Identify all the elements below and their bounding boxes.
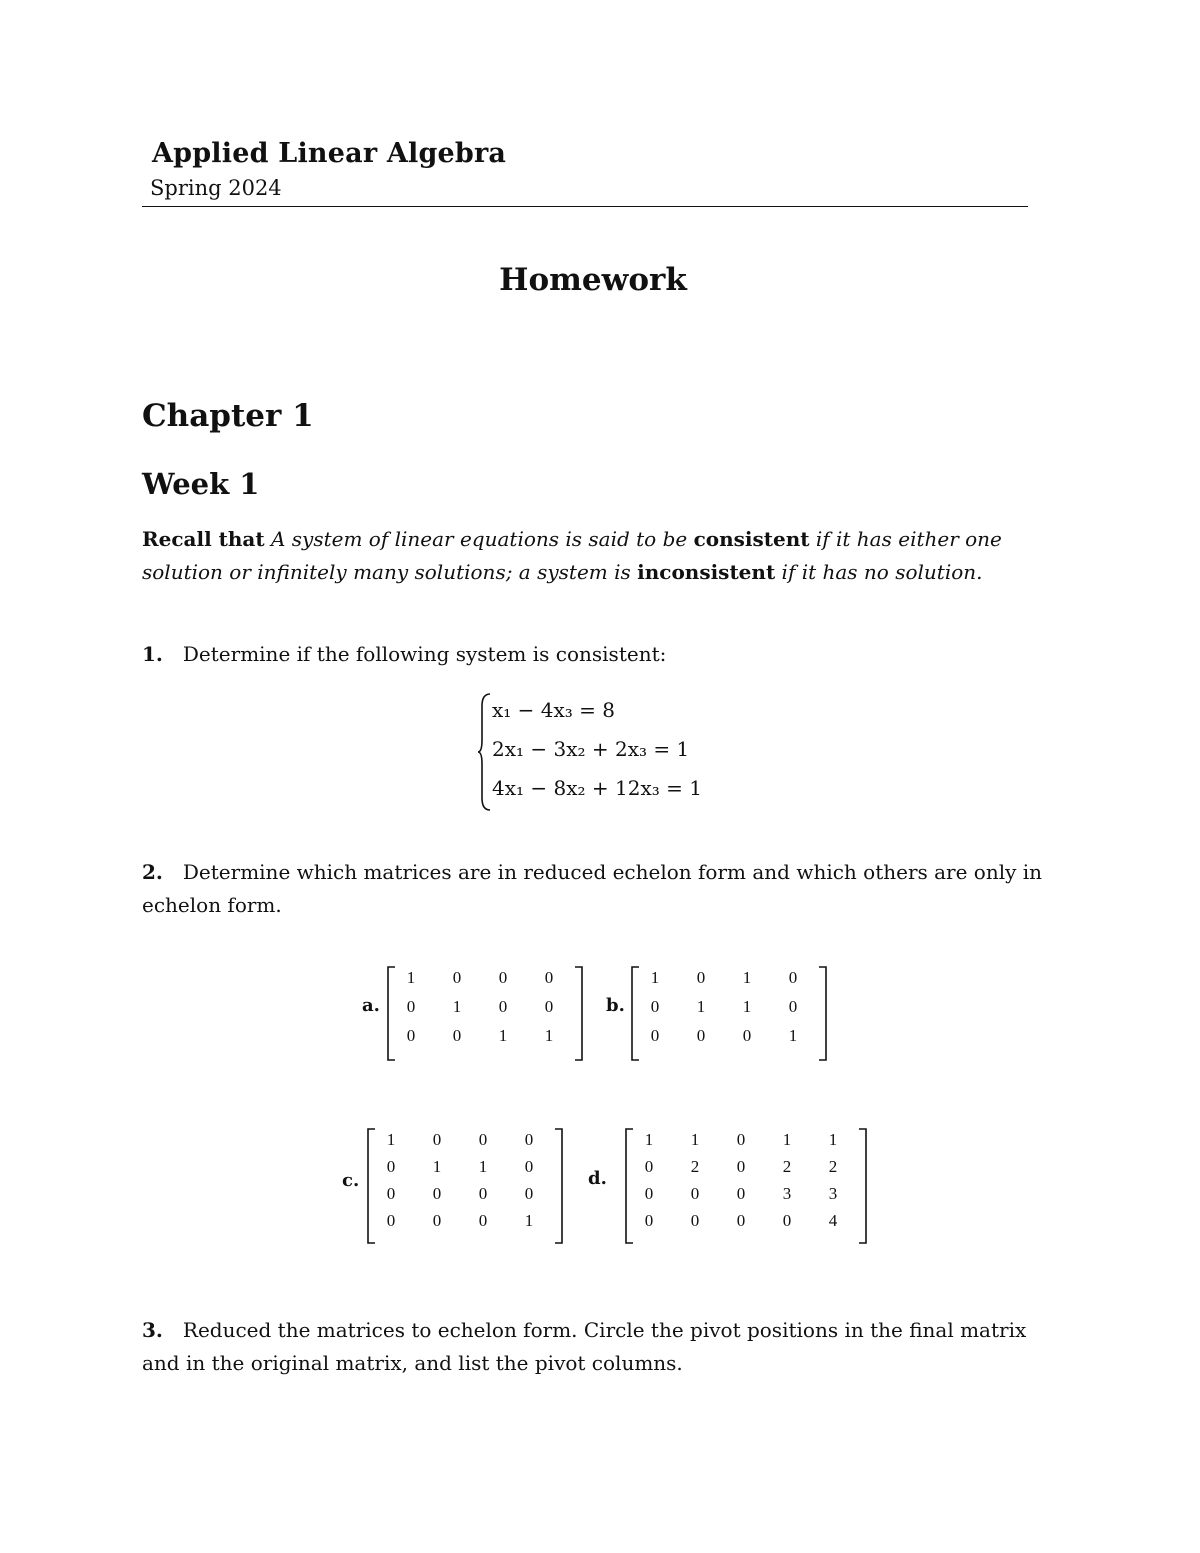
matrix-cell: 3	[828, 1184, 838, 1203]
problem-number: 3.	[142, 1318, 163, 1342]
matrix-cell: 0	[696, 1026, 706, 1045]
recall-text-1: A system of linear equations is said to be	[264, 527, 694, 551]
matrix-cell: 0	[386, 1157, 396, 1176]
matrix-cell: 0	[736, 1184, 746, 1203]
matrix-label: b.	[606, 995, 625, 1016]
matrix-cell: 1	[742, 968, 752, 987]
matrix-cell: 1	[452, 997, 462, 1016]
matrix-cell: 0	[742, 1026, 752, 1045]
matrix-cell: 0	[788, 997, 798, 1016]
matrix-cell: 1	[696, 997, 706, 1016]
matrix-cell: 0	[478, 1211, 488, 1230]
matrix-cell: 0	[478, 1130, 488, 1149]
problem-number: 2.	[142, 860, 163, 884]
matrix-cell: 0	[544, 997, 554, 1016]
course-term: Spring 2024	[150, 176, 282, 200]
matrix-cell: 0	[498, 997, 508, 1016]
matrix-cell: 0	[544, 968, 554, 987]
matrix-label: c.	[342, 1170, 360, 1191]
recall-paragraph	[142, 523, 1062, 589]
left-brace-icon	[478, 692, 492, 812]
week-heading: Week 1	[142, 467, 260, 501]
matrix-cell: 0	[690, 1184, 700, 1203]
matrix-cell: 0	[736, 1211, 746, 1230]
problem-text: Determine which matrices are in reduced echelon form and which others are only in echelon form.	[142, 860, 1043, 917]
recall-consistent: consistent	[693, 527, 810, 551]
recall-lead: Recall that	[142, 527, 265, 551]
problem-3	[142, 1314, 1062, 1380]
matrix-cell: 0	[644, 1211, 654, 1230]
matrix-cell: 0	[432, 1130, 442, 1149]
matrix-cell: 1	[498, 1026, 508, 1045]
matrix-cell: 0	[736, 1130, 746, 1149]
matrix-cell: 1	[742, 997, 752, 1016]
problem-1	[142, 638, 1062, 671]
matrix-cell: 0	[782, 1211, 792, 1230]
matrix-cell: 4	[828, 1211, 838, 1230]
matrix-cell: 0	[524, 1184, 534, 1203]
matrix-cell: 0	[524, 1130, 534, 1149]
recall-text-3: if it has no solution.	[775, 560, 983, 584]
matrix-cell: 1	[544, 1026, 554, 1045]
matrix-cell: 1	[406, 968, 416, 987]
course-title: Applied Linear Algebra	[152, 138, 507, 169]
header-rule	[142, 206, 1028, 207]
matrix-cell: 0	[406, 997, 416, 1016]
equation-1: x₁ − 4x₃ = 8	[492, 698, 615, 722]
equation-2: 2x₁ − 3x₂ + 2x₃ = 1	[492, 737, 690, 761]
equation-3: 4x₁ − 8x₂ + 12x₃ = 1	[492, 776, 702, 800]
matrix-cell: 1	[690, 1130, 700, 1149]
matrix-label: d.	[588, 1168, 607, 1189]
matrix-cell: 1	[524, 1211, 534, 1230]
matrix-cell: 0	[650, 997, 660, 1016]
matrix-cell: 0	[644, 1157, 654, 1176]
page-title: Homework	[499, 262, 687, 298]
recall-inconsistent: inconsistent	[637, 560, 776, 584]
matrix-cell: 1	[644, 1130, 654, 1149]
recall-text-2: if it has either one solution or infinitely many solutions; a system is	[142, 527, 1002, 584]
matrix-cell: 0	[452, 1026, 462, 1045]
matrix-cell: 0	[432, 1211, 442, 1230]
matrix-cell: 0	[478, 1184, 488, 1203]
matrix-cell: 0	[386, 1211, 396, 1230]
matrix-cell: 2	[782, 1157, 792, 1176]
matrix-cell: 2	[690, 1157, 700, 1176]
problem-text: Determine if the following system is consistent:	[182, 642, 667, 666]
matrix-cell: 1	[828, 1130, 838, 1149]
chapter-heading: Chapter 1	[142, 398, 314, 434]
matrix-cell: 1	[478, 1157, 488, 1176]
matrix-cell: 0	[696, 968, 706, 987]
matrix-label: a.	[362, 995, 380, 1016]
matrix-cell: 0	[386, 1184, 396, 1203]
matrix-cell: 0	[690, 1211, 700, 1230]
matrix-cell: 1	[788, 1026, 798, 1045]
matrix-cell: 0	[498, 968, 508, 987]
matrix-cell: 0	[432, 1184, 442, 1203]
problem-text: Reduced the matrices to echelon form. Circle the pivot positions in the final matrix and in the original matrix, and list the pivot columns.	[142, 1318, 1027, 1375]
matrix-cell: 0	[788, 968, 798, 987]
matrix-cell: 0	[452, 968, 462, 987]
matrix-cell: 3	[782, 1184, 792, 1203]
matrix-cell: 0	[650, 1026, 660, 1045]
matrix-cell: 1	[432, 1157, 442, 1176]
matrix-cell: 1	[650, 968, 660, 987]
matrix-cell: 1	[782, 1130, 792, 1149]
matrix-cell: 0	[406, 1026, 416, 1045]
matrix-cell: 0	[524, 1157, 534, 1176]
matrix-cell: 2	[828, 1157, 838, 1176]
problem-2	[142, 856, 1062, 922]
matrix-cell: 1	[386, 1130, 396, 1149]
equation-system	[478, 692, 778, 812]
matrix-cell: 0	[736, 1157, 746, 1176]
matrix-cell: 0	[644, 1184, 654, 1203]
problem-number: 1.	[142, 642, 163, 666]
